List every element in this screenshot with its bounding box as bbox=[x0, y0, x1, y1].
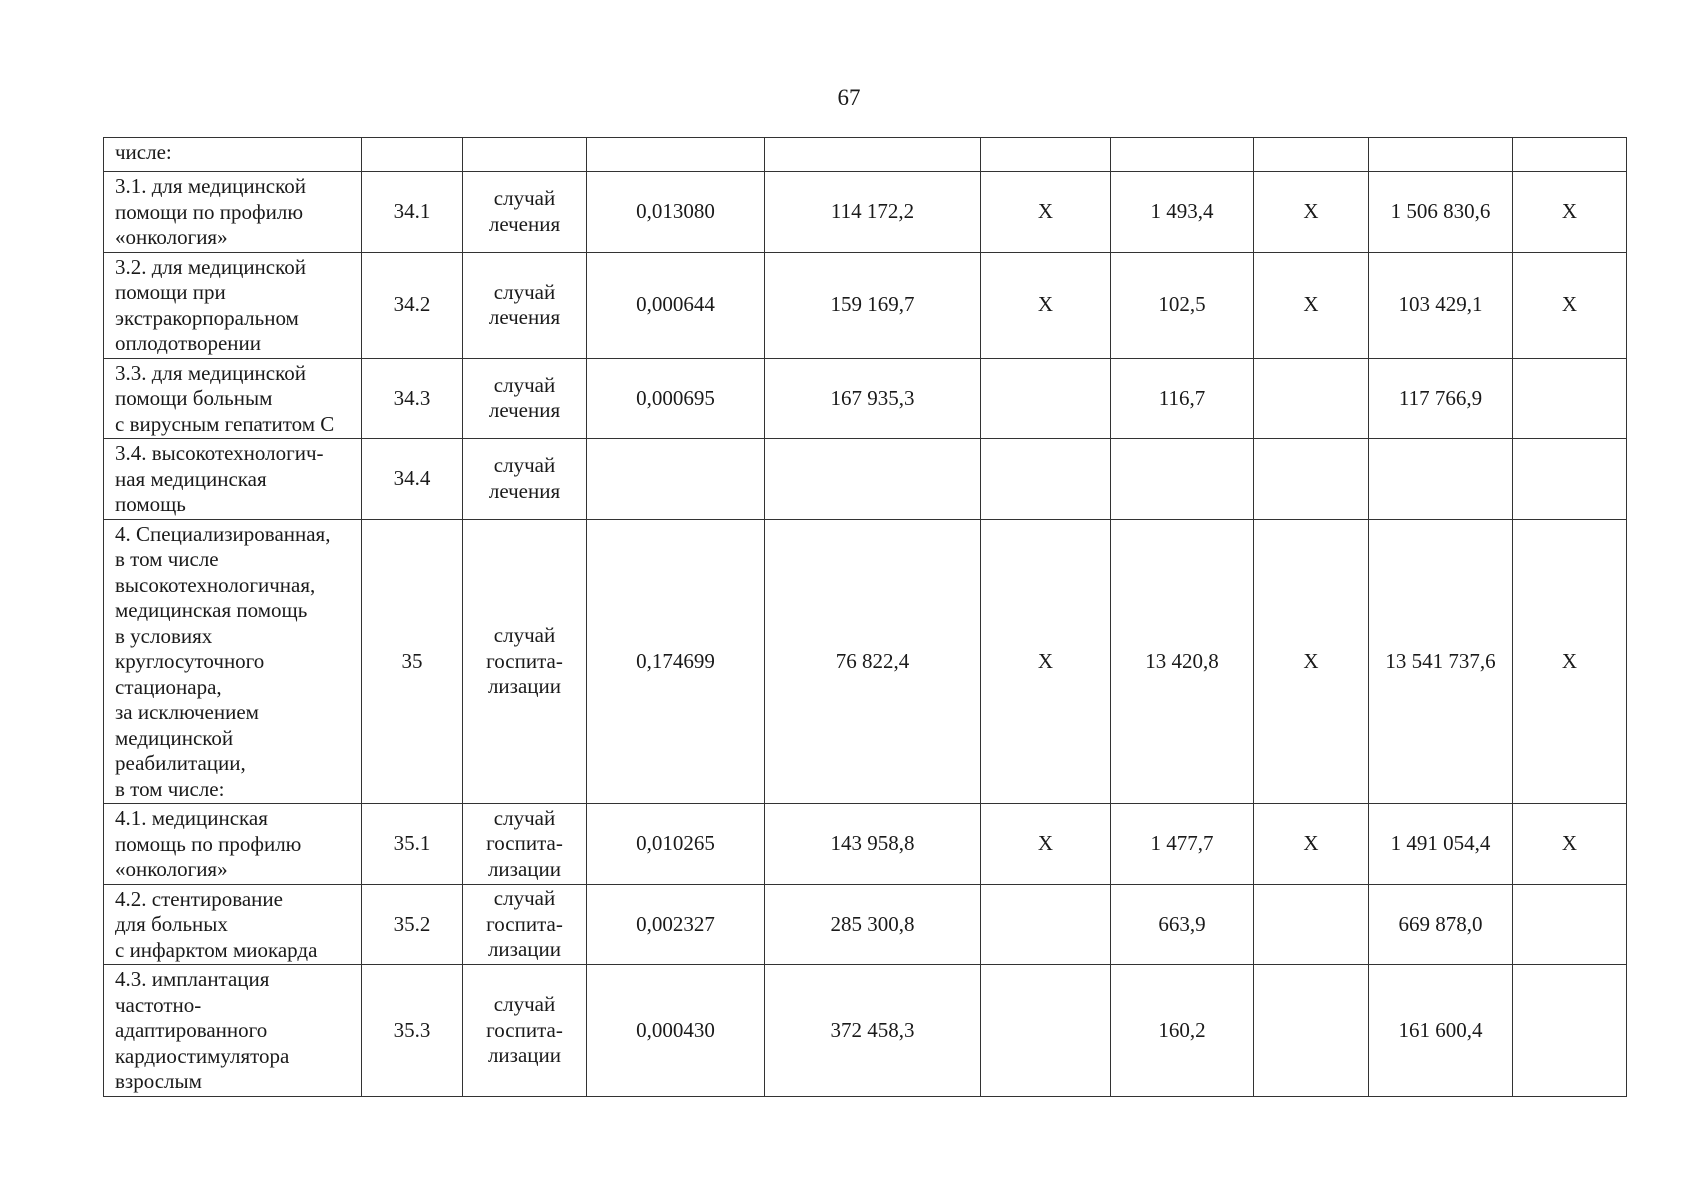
unit-cell bbox=[463, 252, 587, 358]
c7-text: 160,2 bbox=[1158, 1017, 1206, 1042]
unit-cell bbox=[463, 172, 587, 253]
column-8-cell bbox=[1254, 884, 1369, 965]
column-7-cell bbox=[1111, 804, 1254, 885]
code-text: 34.4 bbox=[393, 466, 431, 490]
c6-text: Х bbox=[1037, 199, 1054, 223]
cost-norm-cell bbox=[765, 252, 981, 358]
code-text: 35.3 bbox=[393, 1017, 431, 1042]
column-9-cell bbox=[1369, 804, 1513, 885]
column-8-cell bbox=[1254, 172, 1369, 253]
c6-text: Х bbox=[1037, 648, 1054, 673]
column-6-cell bbox=[981, 804, 1111, 885]
c8-text: Х bbox=[1303, 292, 1319, 317]
indicator-name-cell bbox=[104, 138, 362, 172]
c6-text: Х bbox=[1037, 831, 1054, 855]
volume-norm-cell bbox=[587, 138, 765, 172]
column-9-cell bbox=[1369, 439, 1513, 520]
data-table bbox=[103, 137, 1627, 1097]
column-7-cell bbox=[1111, 172, 1254, 253]
row-code-cell bbox=[362, 439, 463, 520]
unit-cell bbox=[463, 439, 587, 520]
column-10-cell bbox=[1513, 519, 1627, 804]
norm-text: 0,002327 bbox=[636, 911, 715, 936]
column-10-cell bbox=[1513, 965, 1627, 1097]
c9-text: 669 878,0 bbox=[1398, 911, 1483, 936]
c7-text: 663,9 bbox=[1158, 911, 1206, 936]
volume-norm-cell bbox=[587, 884, 765, 965]
column-10-cell bbox=[1513, 358, 1627, 439]
unit-text: случай госпита- лизации bbox=[486, 805, 563, 881]
row-code-cell bbox=[362, 172, 463, 253]
volume-norm-cell bbox=[587, 172, 765, 253]
name-text: 3.2. для медицинской помощи при экстракорпоральном оплодотворении bbox=[115, 254, 306, 355]
unit-text: случай госпита- лизации bbox=[486, 886, 563, 961]
unit-text: случай лечения bbox=[488, 279, 561, 329]
volume-norm-cell bbox=[587, 358, 765, 439]
table-row bbox=[104, 884, 1627, 965]
c10-text: Х bbox=[1561, 648, 1578, 673]
column-8-cell bbox=[1254, 804, 1369, 885]
name-text: 4. Специализированная, в том числе высокотехнологичная, медицинская помощь в условиях круглосуточного стационара, за исключением медицинской реабилитации, в том числе: bbox=[115, 521, 331, 801]
table-row bbox=[104, 252, 1627, 358]
code-text: 34.3 bbox=[393, 385, 431, 410]
volume-norm-cell bbox=[587, 519, 765, 804]
c10-text: Х bbox=[1561, 292, 1578, 317]
column-8-cell bbox=[1254, 252, 1369, 358]
indicator-name-cell bbox=[104, 804, 362, 885]
volume-norm-cell bbox=[587, 965, 765, 1097]
volume-norm-cell bbox=[587, 804, 765, 885]
column-10-cell bbox=[1513, 804, 1627, 885]
cost-text: 285 300,8 bbox=[830, 911, 915, 936]
column-7-cell bbox=[1111, 884, 1254, 965]
column-8-cell bbox=[1254, 138, 1369, 172]
column-9-cell bbox=[1369, 172, 1513, 253]
c7-text: 1 493,4 bbox=[1150, 199, 1214, 223]
name-text: 4.2. стентирование для больных с инфарктом миокарда bbox=[115, 886, 318, 962]
c6-text: Х bbox=[1037, 292, 1054, 317]
column-8-cell bbox=[1254, 965, 1369, 1097]
unit-cell bbox=[463, 965, 587, 1097]
unit-cell bbox=[463, 358, 587, 439]
column-9-cell bbox=[1369, 358, 1513, 439]
code-text: 35.1 bbox=[393, 831, 431, 855]
name-text: 3.1. для медицинской помощи по профилю «онкология» bbox=[115, 174, 306, 249]
unit-cell bbox=[463, 804, 587, 885]
cost-text: 372 458,3 bbox=[830, 1017, 915, 1042]
cost-text: 167 935,3 bbox=[830, 385, 915, 410]
c9-text: 1 491 054,4 bbox=[1390, 831, 1491, 855]
code-text: 34.2 bbox=[393, 292, 431, 317]
table-row bbox=[104, 138, 1627, 172]
row-code-cell bbox=[362, 138, 463, 172]
c7-text: 1 477,7 bbox=[1150, 831, 1214, 855]
table-row bbox=[104, 172, 1627, 253]
page-number: 67 bbox=[837, 85, 861, 110]
volume-norm-cell bbox=[587, 439, 765, 520]
column-6-cell bbox=[981, 965, 1111, 1097]
cost-norm-cell bbox=[765, 519, 981, 804]
c9-text: 117 766,9 bbox=[1398, 385, 1483, 410]
column-6-cell bbox=[981, 884, 1111, 965]
volume-norm-cell bbox=[587, 252, 765, 358]
norm-text: 0,000430 bbox=[636, 1017, 715, 1042]
c8-text: Х bbox=[1303, 199, 1319, 223]
cost-text: 159 169,7 bbox=[830, 292, 915, 317]
cost-norm-cell bbox=[765, 884, 981, 965]
code-text: 35.2 bbox=[393, 911, 431, 936]
unit-cell bbox=[463, 138, 587, 172]
row-code-cell bbox=[362, 804, 463, 885]
row-code-cell bbox=[362, 519, 463, 804]
column-9-cell bbox=[1369, 138, 1513, 172]
column-9-cell bbox=[1369, 519, 1513, 804]
column-6-cell bbox=[981, 252, 1111, 358]
c9-text: 161 600,4 bbox=[1398, 1017, 1483, 1042]
indicator-name-cell bbox=[104, 358, 362, 439]
norm-text: 0,013080 bbox=[636, 199, 715, 223]
cost-norm-cell bbox=[765, 439, 981, 520]
column-10-cell bbox=[1513, 439, 1627, 520]
indicator-name-cell bbox=[104, 965, 362, 1097]
name-text: 3.3. для медицинской помощи больным с вирусным гепатитом С bbox=[115, 360, 335, 436]
c9-text: 1 506 830,6 bbox=[1390, 199, 1491, 223]
unit-cell bbox=[463, 519, 587, 804]
cost-text: 114 172,2 bbox=[830, 199, 915, 223]
column-10-cell bbox=[1513, 138, 1627, 172]
c9-text: 103 429,1 bbox=[1398, 292, 1483, 317]
cost-text: 143 958,8 bbox=[830, 831, 915, 855]
cost-norm-cell bbox=[765, 172, 981, 253]
norm-text: 0,000644 bbox=[636, 292, 715, 317]
cost-text: 76 822,4 bbox=[835, 648, 910, 673]
row-code-cell bbox=[362, 884, 463, 965]
c9-text: 13 541 737,6 bbox=[1385, 648, 1496, 673]
table-row bbox=[104, 519, 1627, 804]
name-text: числе: bbox=[115, 140, 172, 164]
indicator-name-cell bbox=[104, 884, 362, 965]
column-7-cell bbox=[1111, 519, 1254, 804]
row-code-cell bbox=[362, 358, 463, 439]
column-9-cell bbox=[1369, 965, 1513, 1097]
norm-text: 0,000695 bbox=[636, 385, 715, 410]
table-row bbox=[104, 439, 1627, 520]
cost-norm-cell bbox=[765, 358, 981, 439]
column-9-cell bbox=[1369, 252, 1513, 358]
column-8-cell bbox=[1254, 439, 1369, 520]
c7-text: 102,5 bbox=[1158, 292, 1206, 317]
table-row bbox=[104, 358, 1627, 439]
c10-text: Х bbox=[1561, 831, 1578, 855]
name-text: 4.3. имплантация частотно- адаптированного кардиостимулятора взрослым bbox=[115, 967, 290, 1093]
unit-text: случай госпита- лизации bbox=[486, 992, 563, 1067]
name-text: 3.4. высокотехнологич- ная медицинская помощь bbox=[115, 441, 324, 516]
row-code-cell bbox=[362, 252, 463, 358]
code-text: 34.1 bbox=[393, 199, 431, 223]
column-9-cell bbox=[1369, 884, 1513, 965]
c7-text: 116,7 bbox=[1158, 385, 1206, 410]
table-row bbox=[104, 804, 1627, 885]
unit-text: случай лечения bbox=[488, 186, 561, 236]
column-10-cell bbox=[1513, 172, 1627, 253]
column-8-cell bbox=[1254, 519, 1369, 804]
column-7-cell bbox=[1111, 138, 1254, 172]
norm-text: 0,010265 bbox=[636, 831, 715, 855]
indicator-name-cell bbox=[104, 519, 362, 804]
c7-text: 13 420,8 bbox=[1145, 648, 1219, 673]
c8-text: Х bbox=[1303, 648, 1319, 673]
unit-text: случай лечения bbox=[488, 372, 561, 423]
c8-text: Х bbox=[1303, 831, 1319, 855]
column-6-cell bbox=[981, 519, 1111, 804]
cost-norm-cell bbox=[765, 138, 981, 172]
norm-text: 0,174699 bbox=[636, 648, 715, 673]
column-7-cell bbox=[1111, 439, 1254, 520]
column-6-cell bbox=[981, 172, 1111, 253]
column-6-cell bbox=[981, 138, 1111, 172]
indicator-name-cell bbox=[104, 172, 362, 253]
table-row bbox=[104, 965, 1627, 1097]
unit-text: случай лечения bbox=[488, 453, 561, 503]
column-8-cell bbox=[1254, 358, 1369, 439]
column-6-cell bbox=[981, 358, 1111, 439]
column-7-cell bbox=[1111, 252, 1254, 358]
code-text: 35 bbox=[401, 648, 423, 673]
cost-norm-cell bbox=[765, 804, 981, 885]
indicator-name-cell bbox=[104, 252, 362, 358]
indicator-name-cell bbox=[104, 439, 362, 520]
name-text: 4.1. медицинская помощь по профилю «онкология» bbox=[115, 806, 302, 881]
c10-text: Х bbox=[1561, 199, 1578, 223]
unit-cell bbox=[463, 884, 587, 965]
column-10-cell bbox=[1513, 884, 1627, 965]
table-body bbox=[104, 138, 1627, 1097]
column-7-cell bbox=[1111, 965, 1254, 1097]
column-7-cell bbox=[1111, 358, 1254, 439]
unit-text: случай госпита- лизации bbox=[486, 623, 563, 698]
row-code-cell bbox=[362, 965, 463, 1097]
column-10-cell bbox=[1513, 252, 1627, 358]
column-6-cell bbox=[981, 439, 1111, 520]
cost-norm-cell bbox=[765, 965, 981, 1097]
